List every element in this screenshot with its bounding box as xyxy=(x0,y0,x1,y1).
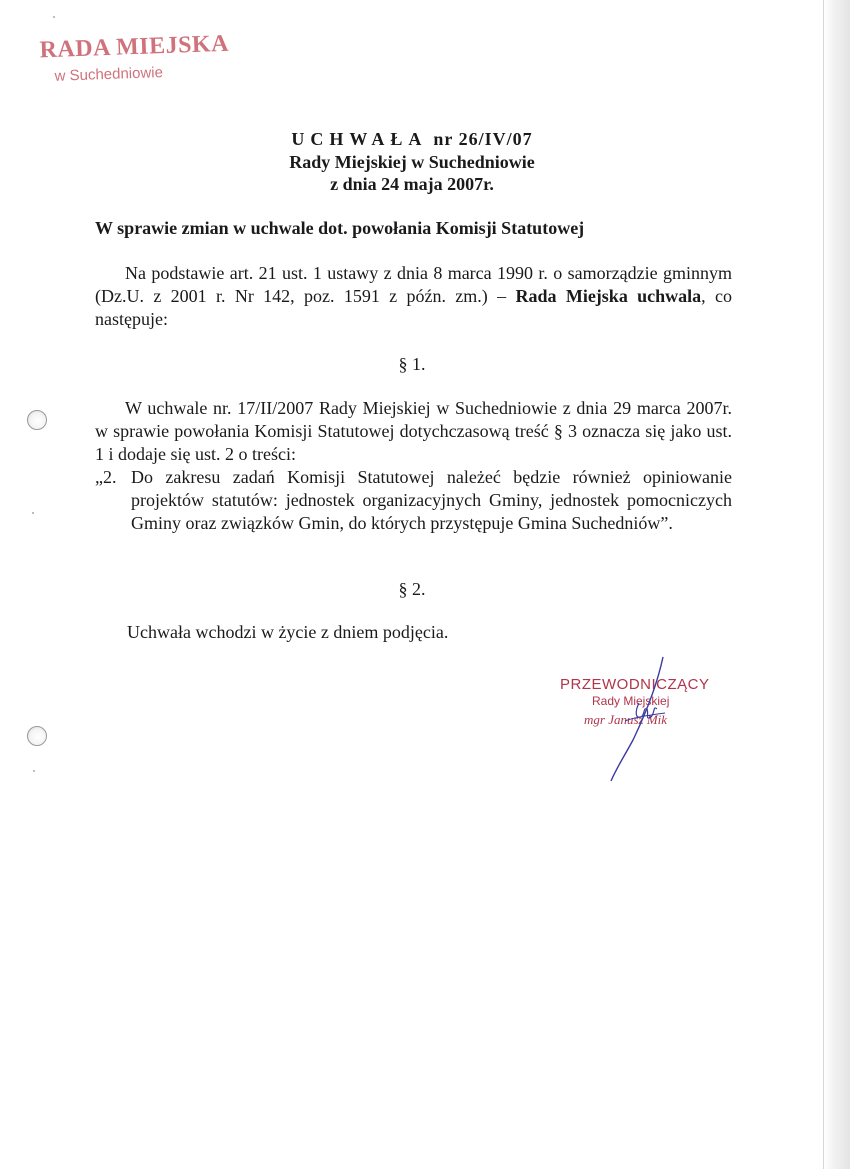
quote-text: Do zakresu zadań Komisji Statutowej należeć będzie również opiniowanie projektów statutów: jednostek organizacyjnych Gminy, jednostek pomocniczych Gminy oraz związków Gmin, do których przystępuje Gmina Suchedniów”. xyxy=(131,467,732,533)
section-1-quote xyxy=(95,466,732,535)
handwritten-signature xyxy=(595,655,675,785)
scan-edge-shadow xyxy=(824,0,850,1169)
resolution-title xyxy=(0,127,824,151)
preamble-bold: Rada Miejska uchwala xyxy=(515,286,702,306)
chairman-role: PRZEWODNICZĄCY xyxy=(560,676,710,693)
council-stamp xyxy=(39,31,231,86)
scan-speck xyxy=(32,512,34,514)
council-stamp-line1: RADA MIEJSKA xyxy=(39,30,230,64)
chairman-organization: Rady Miejskiej xyxy=(592,694,670,708)
resolution-header xyxy=(0,127,824,195)
punch-hole-top xyxy=(27,410,47,430)
resolution-issuer: Rady Miejskiej w Suchedniowie xyxy=(289,152,535,172)
preamble-text: Na podstawie art. 21 ust. 1 ustawy z dnia 8 marca 1990 r. o samorządzie gminnym (Dz.U. z 2001 r. Nr 142, poz. 1591 z późn. zm.) – xyxy=(95,263,732,306)
section-1-sign: § 1. xyxy=(398,354,426,374)
section-2-sign: § 2. xyxy=(398,579,426,599)
punch-hole-bottom xyxy=(27,726,47,746)
section-1-paragraph xyxy=(95,397,732,466)
resolution-number: nr 26/IV/07 xyxy=(433,129,533,149)
section-2-text: Uchwała wchodzi w życie z dniem podjęcia. xyxy=(127,622,449,642)
preamble-tail: , co następuje: xyxy=(95,286,732,329)
quote-number: „2. xyxy=(95,467,117,487)
scan-speck xyxy=(53,16,55,18)
scan-speck xyxy=(33,770,35,772)
resolution-title-word: UCHWAŁA xyxy=(291,129,428,149)
chairman-name: mgr Janusz Mik xyxy=(584,712,668,727)
section-1-text: W uchwale nr. 17/II/2007 Rady Miejskiej w Suchedniowie z dnia 29 marca 2007r. w sprawie powołania Komisji Statutowej dotychczasową treść § 3 oznacza się jako ust. 1 i dodaje się ust. 2 o treści: xyxy=(95,398,732,464)
resolution-subject: W sprawie zmian w uchwale dot. powołania Komisji Statutowej xyxy=(95,218,585,238)
council-stamp-line2: w Suchedniowie xyxy=(54,64,164,85)
preamble-paragraph xyxy=(95,262,732,331)
resolution-date: z dnia 24 maja 2007r. xyxy=(330,174,494,194)
